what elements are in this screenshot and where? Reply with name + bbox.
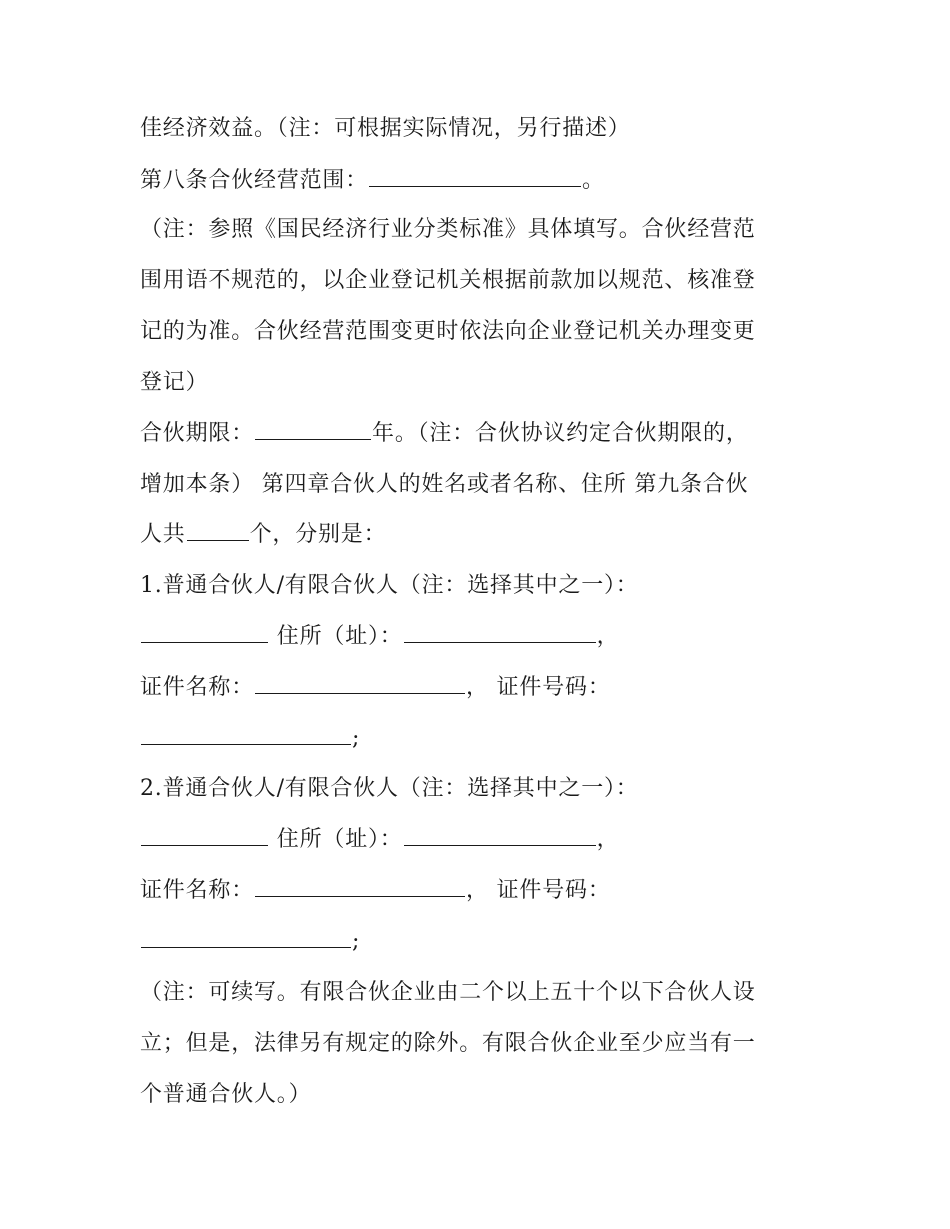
partner-2-name-blank[interactable] — [141, 825, 268, 846]
punctuation: ， — [466, 878, 489, 903]
term-label: 合伙期限： — [140, 421, 255, 446]
business-scope-label: 第八条合伙经营范围： — [140, 168, 369, 193]
partner-2-id-number-label: 证件号码： — [496, 878, 611, 903]
partner-1-id-name-label: 证件名称： — [140, 675, 255, 700]
partner-2-id-number-blank[interactable] — [141, 927, 351, 948]
partner-1-address-label: 住所（址）： — [276, 624, 403, 649]
note-line: 个普通合伙人。） — [140, 1082, 312, 1107]
text-line: （注：参照《国民经济行业分类标准》具体填写。合伙经营范 — [140, 217, 756, 242]
partner-1-id-number-label: 证件号码： — [496, 675, 611, 700]
partner-1-id-name-blank[interactable] — [255, 673, 465, 694]
text-line: 记的为准。合伙经营范围变更时依法向企业登记机关办理变更 — [140, 319, 756, 344]
partner-count-suffix: 个，分别是： — [249, 522, 387, 547]
partner-count-line — [140, 520, 386, 550]
partner-1-header: 1.普通合伙人/有限合伙人（注：选择其中之一）： — [140, 573, 639, 598]
text-line: 登记） — [140, 370, 209, 395]
partner-1-name-blank[interactable] — [141, 622, 268, 643]
partner-2-id-name-blank[interactable] — [255, 876, 465, 897]
partner-2-header: 2.普通合伙人/有限合伙人（注：选择其中之一）： — [140, 776, 639, 801]
note-line: 立；但是，法律另有规定的除外。有限合伙企业至少应当有一 — [140, 1031, 756, 1056]
term-note: 年。（注：合伙协议约定合伙期限的， — [372, 421, 749, 446]
partner-2-id-name-label: 证件名称： — [140, 878, 255, 903]
text-line: 佳经济效益。（注：可根据实际情况，另行描述） — [140, 116, 631, 141]
punctuation: ; — [352, 929, 361, 954]
partner-1-address-blank[interactable] — [404, 622, 596, 643]
punctuation: ， — [596, 624, 620, 649]
punctuation: ， — [466, 675, 489, 700]
partner-count-blank[interactable] — [187, 520, 249, 541]
partner-1-id-line — [140, 673, 611, 703]
note-line: （注：可续写。有限合伙企业由二个以上五十个以下合伙人设 — [140, 980, 756, 1005]
partner-1-id-number-blank[interactable] — [141, 724, 351, 745]
partner-count-label: 人共 — [140, 522, 186, 547]
partner-1-id-number-line — [140, 724, 360, 754]
business-scope-line — [140, 166, 605, 196]
business-scope-blank[interactable] — [369, 166, 581, 187]
punctuation: ; — [352, 726, 361, 751]
partner-2-address-blank[interactable] — [404, 825, 596, 846]
text-line: 增加本条） 第四章合伙人的姓名或者名称、住所 第九条合伙 — [140, 472, 749, 497]
punctuation: ， — [596, 827, 620, 852]
term-years-blank[interactable] — [255, 419, 371, 440]
partner-2-address-label: 住所（址）： — [276, 827, 403, 852]
term-line — [140, 419, 749, 449]
punctuation: 。 — [582, 168, 605, 193]
partner-2-id-line — [140, 876, 611, 906]
text-line: 围用语不规范的，以企业登记机关根据前款加以规范、核准登 — [140, 268, 756, 293]
partner-1-name-address-line — [140, 622, 619, 652]
partner-2-name-address-line — [140, 825, 619, 855]
partner-2-id-number-line — [140, 927, 360, 957]
